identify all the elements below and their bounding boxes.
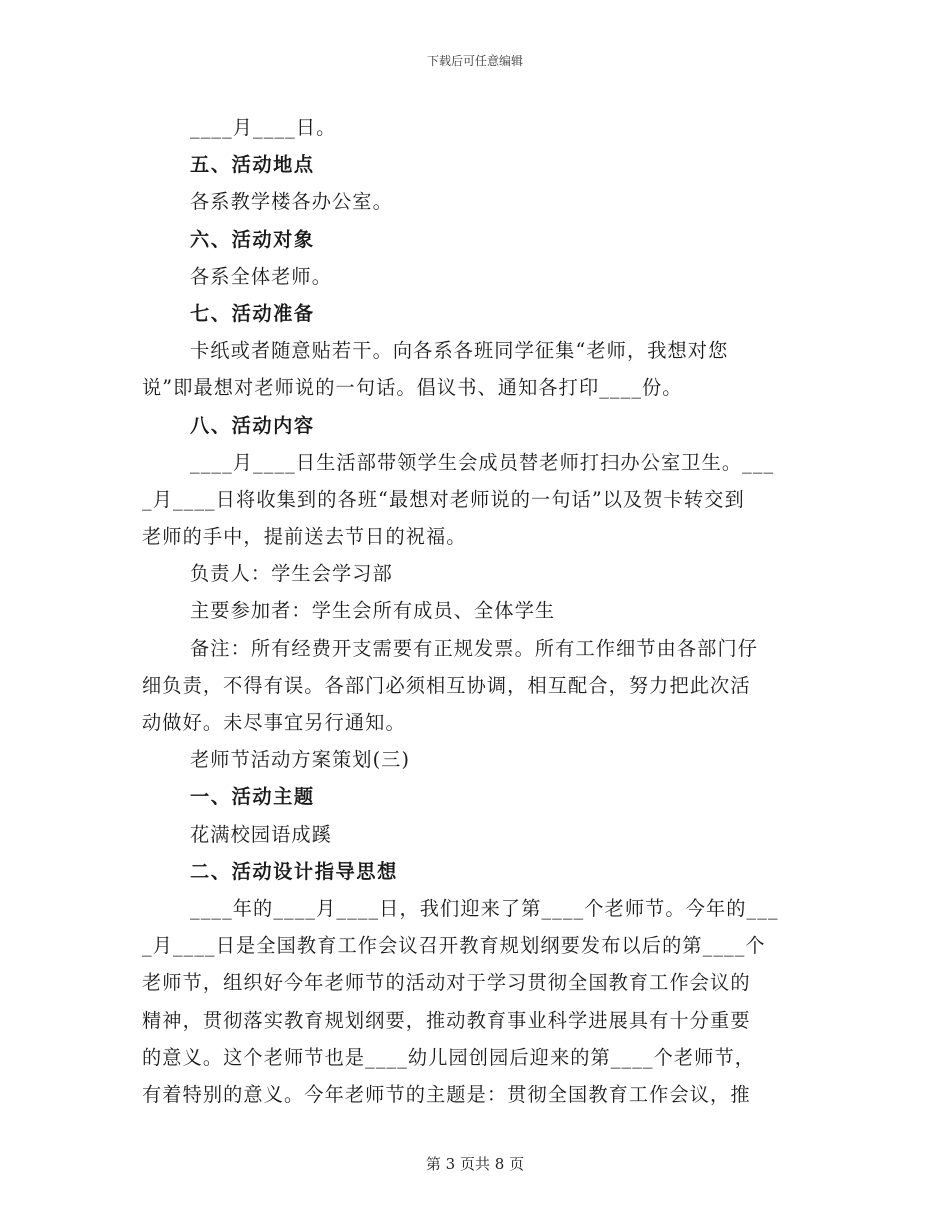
paragraph-line: ____年的____月____日，我们迎来了第____个老师节。今年的___ — [190, 896, 779, 920]
paragraph-line: 负责人：学生会学习部 — [190, 562, 393, 586]
paragraph-line: _月____日是全国教育工作会议召开教育规划纲要发布以后的第____个 — [142, 934, 766, 958]
section-heading: 一、活动主题 — [190, 785, 315, 809]
paragraph-line: 动做好。未尽事宜另行通知。 — [142, 711, 406, 734]
paragraph-line: 的意义。这个老师节也是____幼儿园创园后迎来的第____个老师节， — [142, 1045, 756, 1069]
paragraph-line: 老师的手中，提前送去节日的祝福。 — [142, 525, 467, 549]
paragraph-line: 老师节，组织好今年老师节的活动对于学习贯彻全国教育工作会议的 — [142, 971, 751, 995]
paragraph-line: 主要参加者：学生会所有成员、全体学生 — [190, 599, 556, 623]
paragraph-line: 卡纸或者随意贴若干。向各系各班同学征集“老师，我想对您 — [190, 339, 729, 363]
paragraph-line: 有着特别的意义。今年老师节的主题是：贯彻全国教育工作会议，推 — [142, 1082, 751, 1106]
paragraph-line: ____月____日生活部带领学生会成员替老师打扫办公室卫生。___ — [190, 450, 775, 474]
section-heading: 六、活动对象 — [190, 227, 315, 251]
page-footer: 第 3 页共 8 页 — [425, 1155, 525, 1173]
document-body — [142, 109, 810, 1113]
paragraph-line: 各系全体老师。 — [190, 264, 333, 288]
paragraph-line: 精神，贯彻落实教育规划纲要，推动教育事业科学进展具有十分重要 — [142, 1008, 751, 1032]
paragraph-line: _月____日将收集到的各班“最想对老师说的一句话”以及贺卡转交到 — [142, 487, 745, 511]
paragraph-line: 各系教学楼各办公室。 — [190, 190, 393, 214]
section-heading: 八、活动内容 — [190, 413, 315, 437]
paragraph-line: 老师节活动方案策划(三) — [190, 748, 411, 772]
paragraph-line: 备注：所有经费开支需要有正规发票。所有工作细节由各部门仔 — [190, 636, 759, 660]
paragraph-line: 细负责，不得有误。各部门必须相互协调，相互配合，努力把此次活 — [142, 673, 751, 697]
section-heading: 七、活动准备 — [190, 301, 315, 325]
paragraph-line: ____月____日。 — [190, 116, 337, 139]
paragraph-line: 说”即最想对老师说的一句话。倡议书、通知各打印____份。 — [142, 376, 683, 400]
section-heading: 二、活动设计指导思想 — [190, 859, 398, 883]
section-heading: 五、活动地点 — [190, 153, 315, 177]
page-header: 下载后可任意编辑 — [426, 54, 523, 68]
paragraph-line: 花满校园语成蹊 — [190, 822, 333, 846]
